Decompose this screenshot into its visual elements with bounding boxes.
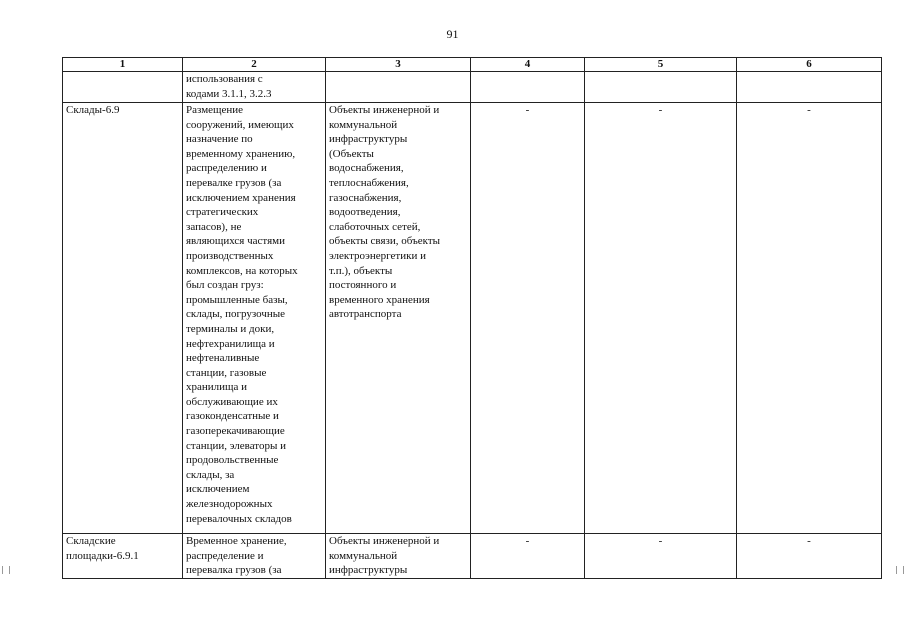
page-number: 91 <box>446 27 459 41</box>
table-cell: Размещение сооружений, имеющих назначение по временному хранению, распределению и перевалке грузов (за исключением хранения стратегических запасов), не являющихся частями производственных комплексов, на которых был создан груз: промышленные базы, склады, погрузочные терминалы и доки, нефтехранилища и нефтеналивные станции, газовые хранилища и обслуживающие их газоконденсатные и газоперекачивающие станции, элеваторы и продовольственные склады, за исключением железнодорожных перевалочных складов <box>183 103 326 534</box>
table-cell: - <box>585 534 737 579</box>
column-header-5: 5 <box>585 58 737 72</box>
table-cell <box>737 72 882 103</box>
table-row <box>63 534 882 579</box>
table-row <box>63 72 882 103</box>
column-header-4: 4 <box>471 58 585 72</box>
table-cell: Складские площадки-6.9.1 <box>63 534 183 579</box>
table-cell <box>63 72 183 103</box>
scan-margin-mark <box>2 566 10 574</box>
table-cell: Временное хранение, распределение и перевалка грузов (за <box>183 534 326 579</box>
table-cell: - <box>471 103 585 534</box>
column-header-1: 1 <box>63 58 183 72</box>
column-header-3: 3 <box>326 58 471 72</box>
zoning-table <box>62 57 882 579</box>
table-cell: - <box>737 103 882 534</box>
table-cell: - <box>471 534 585 579</box>
table-cell: Склады-6.9 <box>63 103 183 534</box>
header-row <box>63 58 882 72</box>
table-cell: - <box>585 103 737 534</box>
table-cell: Объекты инженерной и коммунальной инфраструктуры (Объекты водоснабжения, теплоснабжения, газоснабжения, водоотведения, слаботочных сетей, объекты связи, объекты электроэнергетики и т.п.), объекты постоянного и временного хранения автотранспорта <box>326 103 471 534</box>
table-cell: использования с кодами 3.1.1, 3.2.3 <box>183 72 326 103</box>
scan-margin-mark <box>896 566 904 574</box>
table-row <box>63 103 882 534</box>
table-cell <box>326 72 471 103</box>
table-cell: - <box>737 534 882 579</box>
table-cell <box>585 72 737 103</box>
column-header-2: 2 <box>183 58 326 72</box>
table-cell: Объекты инженерной и коммунальной инфраструктуры <box>326 534 471 579</box>
table-cell <box>471 72 585 103</box>
column-header-6: 6 <box>737 58 882 72</box>
